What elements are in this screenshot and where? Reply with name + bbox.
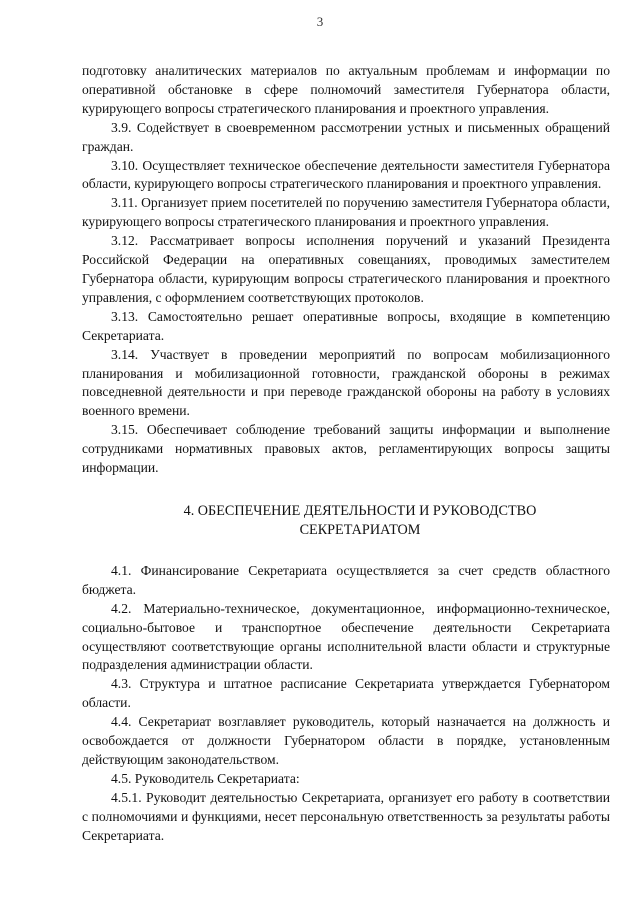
paragraph-4-4: 4.4. Секретариат возглавляет руководитель, который назначается на должность и освобождается от должности Губернатором области в порядке, установленным действующим законодательством. (82, 714, 610, 767)
section-heading (82, 502, 610, 540)
section-heading-line-1: 4. ОБЕСПЕЧЕНИЕ ДЕЯТЕЛЬНОСТИ И РУКОВОДСТВО (183, 502, 537, 519)
paragraph-3-15: 3.15. Обеспечивает соблюдение требований защиты информации и выполнение сотрудниками нормативных правовых актов, регламентирующих вопросы защиты информации. (82, 422, 610, 476)
paragraph-3-8-continuation: подготовку аналитических материалов по актуальным проблемам и информации по оперативной обстановке в сфере полномочий заместителя Губернатора области, курирующего вопросы стратегического планирования и проектного управления. (82, 63, 610, 116)
paragraph-4-2: 4.2. Материально-техническое, документационное, информационно-техническое, социально-бытовое и транспортное обеспечение деятельности Секретариата осуществляют соответствующие органы исполнительной власти области и структурные подразделения администрации области. (82, 600, 610, 673)
paragraph-4-1: 4.1. Финансирование Секретариата осуществляется за счет средств областного бюджета. (82, 562, 610, 597)
page-number: 3 (316, 14, 324, 29)
paragraph-3-13: 3.13. Самостоятельно решает оперативные вопросы, входящие в компетенцию Секретариата. (82, 308, 610, 343)
paragraph-3-12: 3.12. Рассматривает вопросы исполнения поручений и указаний Президента Российской Федерации на оперативных совещаниях, проводимых заместителем Губернатора области, курирующим вопросы стратегического планирования и проектного управления, с оформлением соответствующих протоколов. (82, 233, 610, 305)
paragraph-3-9: 3.9. Содействует в своевременном рассмотрении устных и письменных обращений граждан. (82, 119, 610, 154)
paragraph-3-14: 3.14. Участвует в проведении мероприятий по вопросам мобилизационного планирования и мобилизационной готовности, гражданской обороны в режимах повседневной деятельности и при переводе гражданской обороны на работу в условиях военного времени. (82, 346, 610, 419)
section-heading-line-2: СЕКРЕТАРИАТОМ (299, 521, 421, 538)
paragraph-4-5: 4.5. Руководитель Секретариата: (111, 770, 300, 786)
paragraph-3-10: 3.10. Осуществляет техническое обеспечение деятельности заместителя Губернатора области, курирующего вопросы стратегического планирования и проектного управления. (82, 157, 610, 192)
paragraph-3-11: 3.11. Организует прием посетителей по поручению заместителя Губернатора области, курирующего вопросы стратегического планирования и проектного управления. (82, 195, 610, 230)
document-body (82, 62, 610, 846)
paragraph-4-5-1: 4.5.1. Руководит деятельностью Секретариата, организует его работу в соответствии с полномочиями и функциями, несет персональную ответственность за результаты работы Секретариата. (82, 789, 610, 843)
paragraph-4-3: 4.3. Структура и штатное расписание Секретариата утверждается Губернатором области. (82, 676, 610, 711)
